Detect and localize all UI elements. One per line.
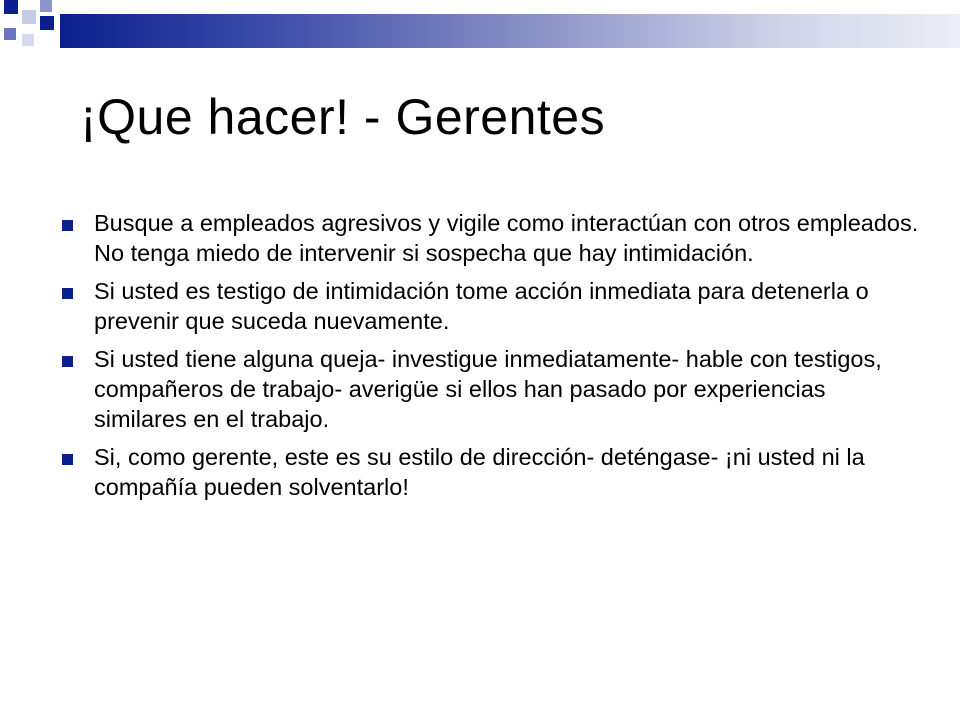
square-bullet-icon [62, 454, 73, 465]
square-bullet-icon [62, 356, 73, 367]
decorative-square [22, 10, 36, 24]
decorative-square [4, 0, 18, 14]
bullet-item [60, 208, 920, 268]
decorative-square [40, 16, 54, 30]
bullet-text: Busque a empleados agresivos y vigile como interactúan con otros empleados. No tenga miedo de intervenir si sospecha que hay intimidación. [94, 210, 919, 266]
decorative-square [40, 0, 52, 12]
bullet-item [60, 442, 920, 502]
decorative-square [22, 34, 34, 46]
bullet-text: Si usted tiene alguna queja- investigue inmediatamente- hable con testigos, compañeros de trabajo- averigüe si ellos han pasado por experiencias similares en el trabajo. [94, 346, 882, 432]
slide-title: ¡Que hacer! - Gerentes [80, 89, 606, 145]
bullet-item [60, 276, 920, 336]
bullet-list [60, 208, 920, 510]
bullet-text: Si, como gerente, este es su estilo de dirección- deténgase- ¡ni usted ni la compañía pueden solventarlo! [94, 444, 865, 500]
decorative-square [4, 28, 16, 40]
bullet-text: Si usted es testigo de intimidación tome acción inmediata para detenerla o prevenir que suceda nuevamente. [94, 278, 869, 334]
square-bullet-icon [62, 288, 73, 299]
square-bullet-icon [62, 220, 73, 231]
header-gradient-bar [60, 14, 960, 48]
bullet-item [60, 344, 920, 434]
